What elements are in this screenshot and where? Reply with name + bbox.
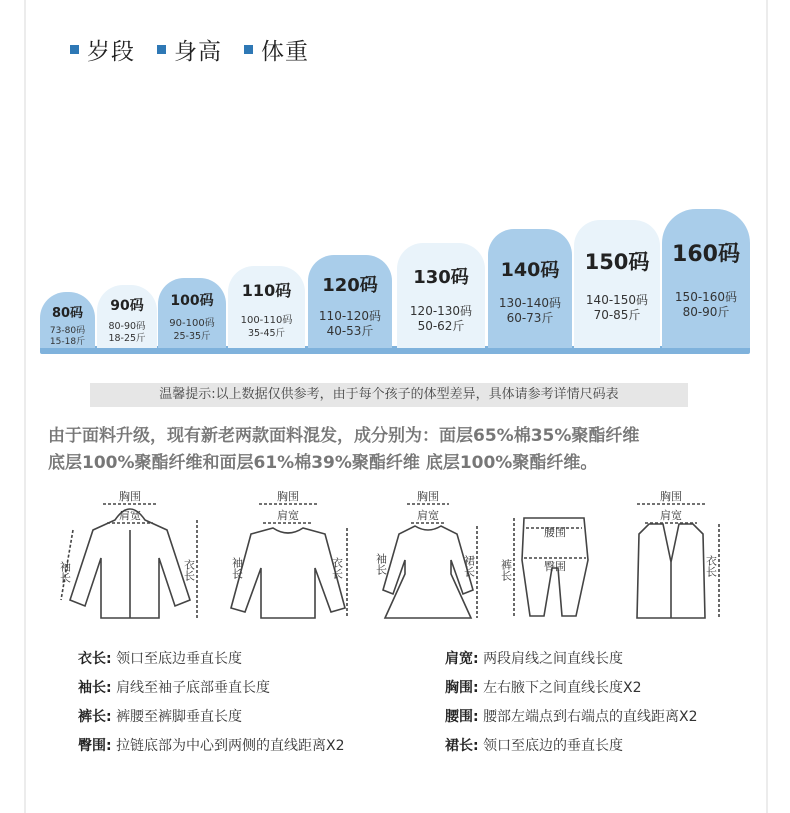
label-length: 衣长 <box>330 557 344 579</box>
label-chest: 胸围 <box>277 490 299 503</box>
definition-row <box>78 708 345 737</box>
definition-row <box>445 708 698 737</box>
definition-desc: 肩线至袖子底部垂直长度 <box>116 680 271 696</box>
legend <box>70 33 309 66</box>
size-weight: 70-85斤 <box>593 308 641 322</box>
size-card-160 <box>662 209 750 348</box>
size-code: 160码 <box>672 242 740 267</box>
measurement-diagrams <box>55 490 745 630</box>
size-height: 130-140码 <box>498 296 562 310</box>
size-weight: 50-62斤 <box>417 319 465 333</box>
definition-term: 臀围: <box>78 738 112 754</box>
definition-row <box>78 737 345 766</box>
definition-term: 裤长: <box>78 709 112 725</box>
definitions-left <box>78 650 345 766</box>
size-weight: 15-18斤 <box>49 337 86 348</box>
definition-desc: 腰部左端点到右端点的直线距离X2 <box>483 709 698 725</box>
legend-item-height <box>157 33 222 66</box>
size-card-80 <box>40 292 95 348</box>
size-code: 110码 <box>241 281 292 300</box>
label-sleeve: 袖长 <box>58 561 72 583</box>
label-length: 衣长 <box>704 555 718 577</box>
size-height: 150-160码 <box>674 290 738 304</box>
size-height: 120-130码 <box>409 304 473 318</box>
definition-desc: 领口至底边垂直长度 <box>116 651 243 667</box>
fabric-notice-line-2: 底层100%聚酯纤维和面层61%棉39%聚酯纤维 底层100%聚酯纤维。 <box>48 453 598 473</box>
definition-term: 裙长: <box>445 738 479 754</box>
size-card-100 <box>158 278 226 348</box>
legend-marker <box>244 45 253 54</box>
size-weight: 25-35斤 <box>173 330 211 342</box>
size-card-140 <box>488 229 572 348</box>
size-code: 80码 <box>51 306 84 321</box>
label-shoulder: 肩宽 <box>277 509 299 522</box>
vest-diagram <box>615 490 730 625</box>
definition-term: 胸围: <box>445 680 479 696</box>
label-waist: 腰围 <box>544 526 566 539</box>
label-length: 衣长 <box>182 559 196 581</box>
definition-term: 腰围: <box>445 709 479 725</box>
sweatshirt-diagram <box>223 490 353 625</box>
size-code: 150码 <box>584 250 650 274</box>
sweatshirt-outline <box>231 528 345 618</box>
definition-row <box>445 679 698 708</box>
definition-row <box>445 737 698 766</box>
hoodie-jacket-diagram <box>55 490 205 625</box>
definition-term: 肩宽: <box>445 651 479 667</box>
definition-desc: 左右腋下之间直线长度X2 <box>483 680 642 696</box>
size-code: 120码 <box>322 275 378 296</box>
definition-term: 衣长: <box>78 651 112 667</box>
size-card-90 <box>97 285 157 348</box>
size-height: 140-150码 <box>585 293 649 307</box>
definition-desc: 裤腰至裤脚垂直长度 <box>116 709 243 725</box>
label-shoulder: 肩宽 <box>119 509 141 522</box>
legend-label-height: 身高 <box>174 39 222 65</box>
left-frame-line <box>24 0 26 813</box>
fabric-notice-line-1: 由于面料升级，现有新老两款面料混发，成分别为：面层65%棉35%聚酯纤维 <box>48 426 640 446</box>
size-weight: 80-90斤 <box>682 305 730 319</box>
label-hip: 臀围 <box>544 560 566 573</box>
pants-diagram <box>500 490 600 625</box>
label-chest: 胸围 <box>660 490 682 503</box>
definition-desc: 拉链底部为中心到两侧的直线距离X2 <box>116 738 345 754</box>
definitions-right <box>445 650 698 766</box>
size-card-120 <box>308 255 392 348</box>
label-chest: 胸围 <box>417 490 439 503</box>
size-card-150 <box>574 220 660 348</box>
definition-term: 袖长: <box>78 680 112 696</box>
size-chart <box>40 200 750 360</box>
size-code: 90码 <box>110 298 144 314</box>
size-code: 100码 <box>170 293 214 309</box>
legend-label-age: 岁段 <box>87 39 135 65</box>
right-frame-line <box>766 0 768 813</box>
size-height: 110-120码 <box>318 309 382 323</box>
label-shoulder: 肩宽 <box>417 509 439 522</box>
label-sleeve: 袖长 <box>230 557 244 579</box>
size-code: 130码 <box>413 267 469 288</box>
definition-row <box>78 650 345 679</box>
size-height: 80-90码 <box>108 321 146 332</box>
size-height: 100-110码 <box>240 315 293 326</box>
size-weight: 40-53斤 <box>326 324 374 338</box>
size-card-110 <box>228 266 305 348</box>
definition-row <box>78 679 345 708</box>
label-skirt: 裙长 <box>462 555 476 577</box>
label-sleeve: 袖长 <box>374 553 388 575</box>
dress-outline <box>383 526 473 618</box>
label-chest: 胸围 <box>119 490 141 503</box>
legend-marker <box>70 45 79 54</box>
size-weight: 35-45斤 <box>247 327 286 339</box>
label-shoulder: 肩宽 <box>660 509 682 522</box>
dress-diagram <box>373 490 483 625</box>
size-height: 90-100码 <box>169 318 215 329</box>
legend-label-weight: 体重 <box>261 39 309 65</box>
size-weight: 60-73斤 <box>506 311 554 325</box>
fabric-notice <box>48 423 768 477</box>
size-card-130 <box>397 243 485 348</box>
definition-desc: 两段肩线之间直线长度 <box>483 651 624 667</box>
size-code: 140码 <box>500 259 560 281</box>
tip-banner: 温馨提示:以上数据仅供参考，由于每个孩子的体型差异，具体请参考详情尺码表 <box>90 383 688 407</box>
size-weight: 18-25斤 <box>108 332 146 344</box>
definition-desc: 领口至底边的垂直长度 <box>483 738 624 754</box>
definition-row <box>445 650 698 679</box>
size-height: 73-80码 <box>49 326 86 336</box>
legend-marker <box>157 45 166 54</box>
legend-item-age <box>70 33 135 66</box>
label-pants: 裤长 <box>500 559 513 581</box>
legend-item-weight <box>244 33 309 66</box>
